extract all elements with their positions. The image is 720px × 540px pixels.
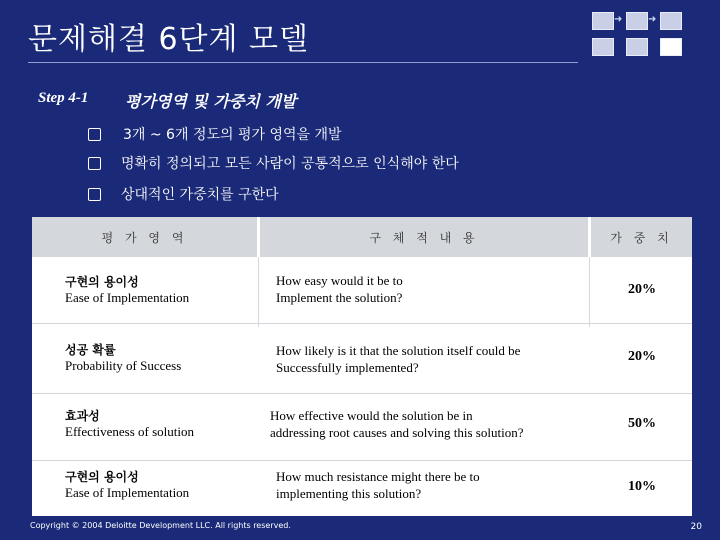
area-english: Ease of Implementation <box>65 290 190 305</box>
area-description <box>276 272 403 306</box>
area-korean: 효과성 <box>65 409 100 423</box>
evaluation-table <box>32 217 692 516</box>
checkbox-bullet-icon <box>88 128 101 141</box>
bullet-item <box>88 124 342 144</box>
area-english: Effectiveness of solution <box>65 424 195 439</box>
step-box-icon <box>592 12 614 30</box>
page-title: 문제해결 6단계 모델 <box>28 22 309 57</box>
description-line: implementing this solution? <box>276 486 422 501</box>
copyright-footer: Copyright © 2004 Deloitte Development LLC. All rights reserved. <box>30 521 291 530</box>
description-line: How much resistance might there be to <box>276 469 480 484</box>
title-divider <box>28 62 578 63</box>
step-box-icon <box>592 38 614 56</box>
description-line: How effective would the solution be in <box>270 408 473 423</box>
bullet-text: 명확히 정의되고 모든 사람이 공통적으로 인식해야 한다 <box>121 156 459 172</box>
column-divider <box>258 257 259 327</box>
row-divider <box>32 460 692 461</box>
bullet-text: 3개 ~ 6개 정도의 평가 영역을 개발 <box>123 127 342 143</box>
step-box-icon <box>660 12 682 30</box>
step-title: 평가영역 및 가중치 개발 <box>125 92 297 111</box>
header-detail: 구 체 적 내 용 <box>260 217 588 257</box>
area-korean: 구현의 용이성 <box>65 470 139 484</box>
process-diagram-icon <box>590 10 690 60</box>
weight-value: 50% <box>628 416 656 431</box>
weight-value: 20% <box>628 282 656 297</box>
description-line: Successfully implemented? <box>276 360 419 375</box>
area-korean: 구현의 용이성 <box>65 275 139 289</box>
table-row <box>65 408 194 440</box>
arrow-right-icon: ➜ <box>614 14 623 25</box>
step-box-icon <box>626 12 648 30</box>
description-line: How easy would it be to <box>276 273 403 288</box>
bullet-item <box>88 184 279 204</box>
area-korean: 성공 확률 <box>65 343 116 357</box>
step-box-icon <box>660 38 682 56</box>
area-description <box>270 407 523 441</box>
area-english: Probability of Success <box>65 358 182 373</box>
checkbox-bullet-icon <box>88 157 101 170</box>
header-weight: 가 중 치 <box>591 217 692 257</box>
area-description <box>276 468 480 502</box>
table-row <box>65 342 181 374</box>
column-divider <box>589 257 590 327</box>
checkbox-bullet-icon <box>88 188 101 201</box>
bullet-text: 상대적인 가중치를 구한다 <box>121 187 279 203</box>
area-description <box>276 342 520 376</box>
row-divider <box>32 393 692 394</box>
step-label: Step 4-1 <box>38 90 89 106</box>
description-line: Implement the solution? <box>276 290 403 305</box>
weight-value: 10% <box>628 479 656 494</box>
description-line: addressing root causes and solving this solution? <box>270 425 524 440</box>
row-divider <box>32 323 692 324</box>
table-row <box>65 469 189 501</box>
description-line: How likely is it that the solution itself could be <box>276 343 521 358</box>
arrow-right-icon: ➜ <box>648 14 657 25</box>
page-number: 20 <box>690 522 702 532</box>
step-box-icon <box>626 38 648 56</box>
header-area: 평 가 영 역 <box>32 217 257 257</box>
bullet-item <box>88 153 459 173</box>
area-english: Ease of Implementation <box>65 485 190 500</box>
weight-value: 20% <box>628 349 656 364</box>
table-row <box>65 274 189 306</box>
